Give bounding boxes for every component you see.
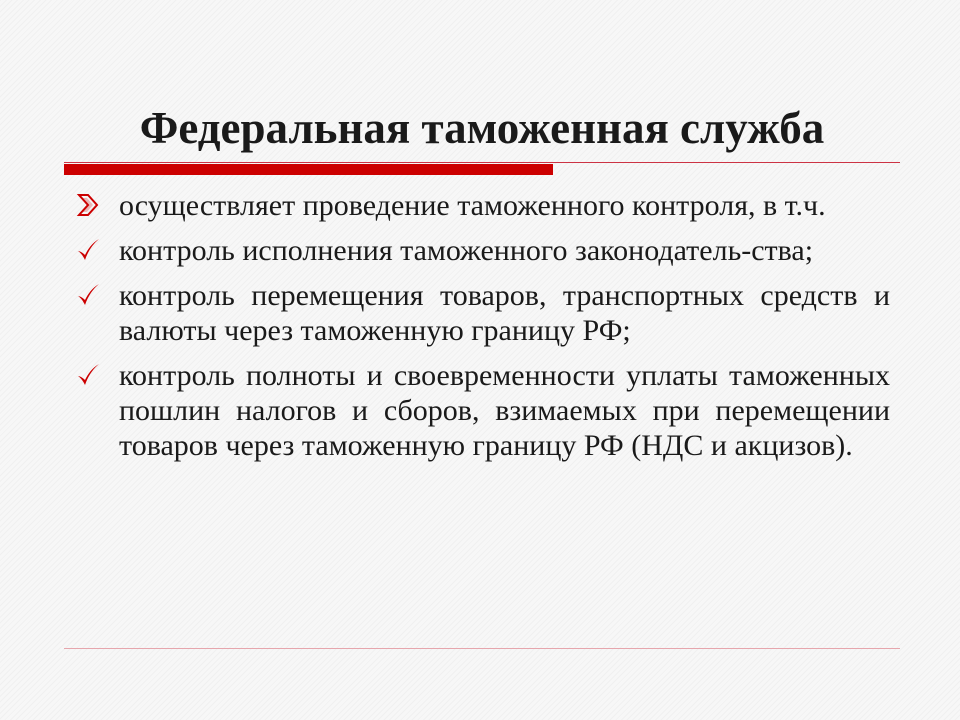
bullet-list (70, 188, 890, 473)
checkmark-icon (76, 237, 100, 263)
title-underline-accent-bar (64, 164, 553, 175)
checkmark-icon (76, 362, 100, 388)
bullet-item-duties-payment-control (70, 358, 890, 463)
bullet-item-goods-movement-control (70, 278, 890, 348)
bullet-text: контроль перемещения товаров, транспортных средств и валюты через таможенную границу РФ; (119, 279, 890, 347)
bullet-text: контроль полноты и своевременности уплаты таможенных пошлин налогов и сборов, взимаемых при перемещении товаров через таможенную границу РФ (НДС и акцизов). (119, 359, 890, 462)
bullet-item-customs-control (70, 188, 890, 223)
arrow-bullet-icon (76, 192, 100, 218)
bullet-text: осуществляет проведение таможенного контроля, в т.ч. (119, 189, 826, 222)
slide-title: Федеральная таможенная служба (139, 103, 825, 153)
footer-divider (64, 648, 900, 649)
bullet-item-legislation-control (70, 233, 890, 268)
checkmark-icon (76, 282, 100, 308)
bullet-text: контроль исполнения таможенного законодатель-ства; (119, 234, 814, 267)
title-underline-thin (64, 162, 900, 163)
